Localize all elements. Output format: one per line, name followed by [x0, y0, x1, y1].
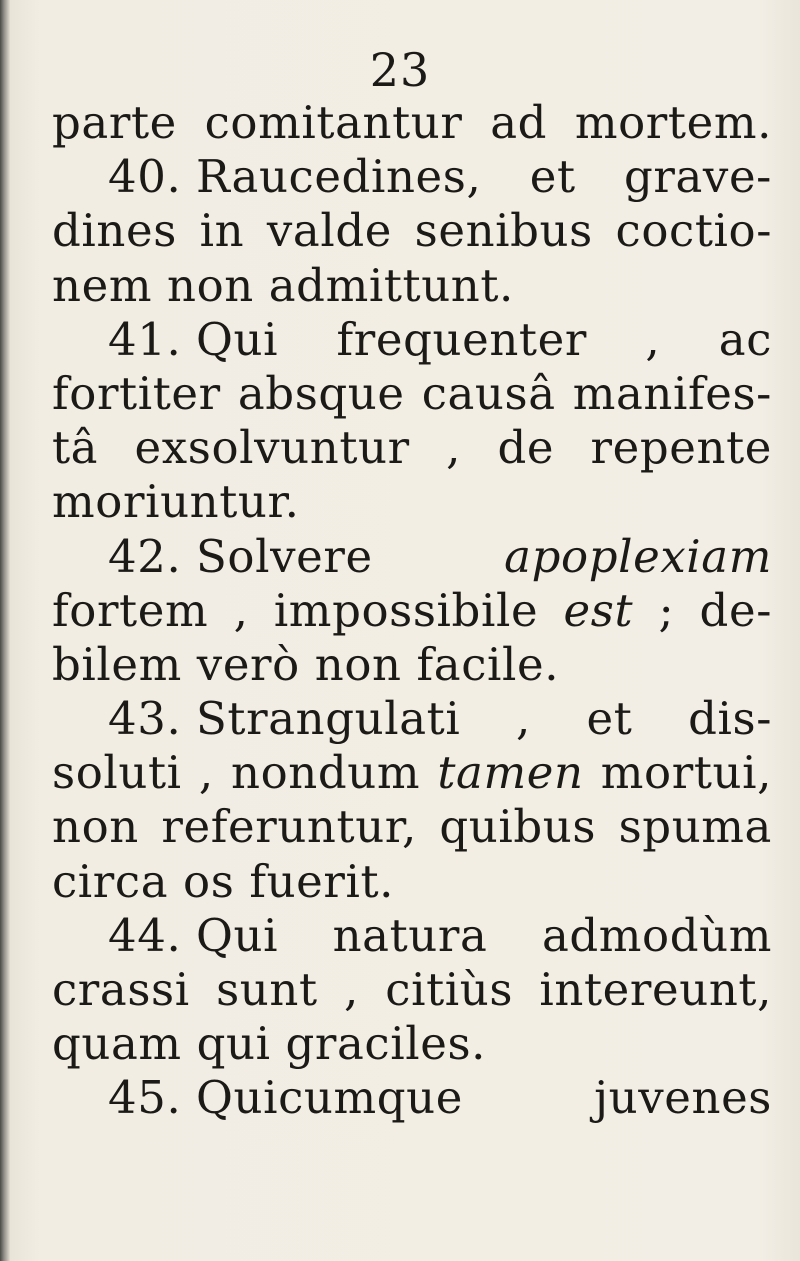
aphorism-number: 41. — [108, 312, 182, 366]
aphorism-44-start: 44. Qui natura admodùm — [108, 908, 772, 962]
italic-term: est — [563, 583, 634, 637]
text-line: fortem , impossibile est ; de- — [52, 583, 772, 637]
text-line: tâ exsolvuntur , de repente — [52, 421, 772, 475]
aphorism-41-start: 41. Qui frequenter , ac — [108, 312, 772, 366]
text-line: moriuntur. — [52, 475, 300, 529]
aphorism-number: 42. — [108, 529, 182, 583]
aphorism-number: 43. — [108, 692, 182, 746]
text-line: fortiter absque causâ manifes- — [52, 366, 772, 420]
italic-term: apoplexiam — [504, 529, 772, 583]
aphorism-number: 45. — [108, 1071, 182, 1125]
aphorism-40-start: 40. Raucedines, et grave- — [108, 150, 772, 204]
text-line: dines in valde senibus coctio- — [52, 204, 772, 258]
text-line: soluti , nondum tamen mortui, — [52, 746, 772, 800]
text-line: nem non admittunt. — [52, 258, 514, 312]
page-number: 23 — [369, 43, 431, 97]
aphorism-45-start: 45. Quicumque juvenes — [108, 1071, 772, 1125]
aphorism-number: 40. — [108, 150, 182, 204]
page-spine-edge — [0, 0, 10, 1261]
text-line: parte comitantur ad mortem. — [52, 96, 772, 149]
text-line: bilem verò non facile. — [52, 637, 560, 691]
aphorism-43-start: 43. Strangulati , et dis- — [108, 692, 772, 746]
text-line: crassi sunt , citiùs intereunt, — [52, 963, 772, 1016]
text-line: non referuntur, quibus spuma — [52, 800, 772, 854]
aphorism-number: 44. — [108, 908, 182, 962]
aphorism-42-start: 42. Solvere apoplexiam — [108, 529, 772, 583]
text-body — [52, 96, 772, 1126]
text-line: quam qui graciles. — [52, 1017, 487, 1071]
text-line: circa os fuerit. — [52, 854, 395, 908]
italic-term: tamen — [437, 746, 584, 800]
